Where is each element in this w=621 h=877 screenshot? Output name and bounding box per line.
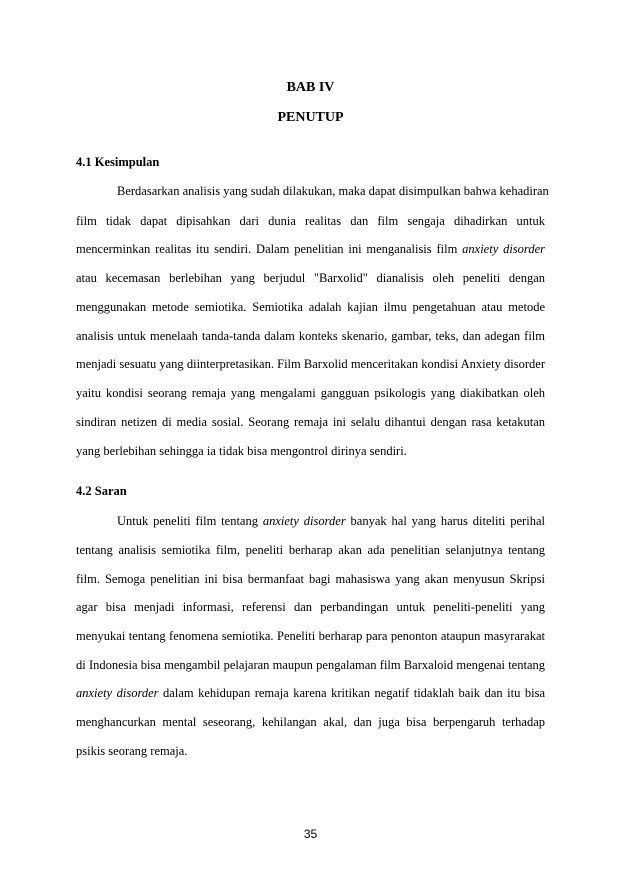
- paragraph-line: anxiety disorder dalam kehidupan remaja karena kritikan negatif tidaklah baik dan itu bisa: [76, 686, 546, 700]
- paragraph-line: Untuk peneliti film tentang anxiety disorder banyak hal yang harus diteliti perihal: [117, 514, 545, 528]
- chapter-number: BAB IV: [286, 80, 335, 95]
- paragraph-line: tentang analisis semiotika film, peneliti berharap akan ada penelitian selanjutnya tentang: [76, 543, 545, 557]
- paragraph-line: analisis untuk menelaah tanda-tanda dalam konteks skenario, gambar, teks, dan adegan film: [76, 329, 545, 343]
- paragraph-line: yang berlebihan sehingga ia tidak bisa mengontrol dirinya sendiri.: [76, 444, 407, 458]
- paragraph-line: sindiran netizen di media sosial. Seorang remaja ini selalu dihantui dengan rasa ketakutan: [76, 415, 545, 429]
- paragraph-line: film. Semoga penelitian ini bisa bermanfaat bagi mahasiswa yang akan menyusun Skripsi: [76, 572, 545, 586]
- paragraph-line: agar bisa menjadi informasi, referensi dan perbandingan untuk peneliti-peneliti yang: [76, 600, 545, 614]
- paragraph-line: mencerminkan realitas itu sendiri. Dalam penelitian ini menganalisis film anxiety disorder: [76, 242, 545, 256]
- paragraph-line: psikis seorang remaja.: [76, 744, 188, 758]
- paragraph-line: menjadi sesuatu yang diinterpretasikan. Film Barxolid menceritakan kondisi Anxiety disorder: [76, 357, 545, 371]
- section-heading-saran: 4.2 Saran: [76, 484, 127, 498]
- chapter-title: PENUTUP: [277, 110, 344, 125]
- paragraph-line: atau kecemasan berlebihan yang berjudul "Barxolid" dianalisis oleh peneliti dengan: [76, 271, 545, 285]
- paragraph-line: di Indonesia bisa mengambil pelajaran maupun pengalaman film Barxaloid mengenai tentang: [76, 658, 545, 672]
- paragraph-line: film tidak dapat dipisahkan dari dunia realitas dan film sengaja dihadirkan untuk: [76, 214, 545, 228]
- page-number: 35: [303, 827, 318, 841]
- section-heading-kesimpulan: 4.1 Kesimpulan: [76, 155, 160, 169]
- paragraph-line: yaitu kondisi seorang remaja yang mengalami gangguan psikologis yang diakibatkan oleh: [76, 386, 545, 400]
- paragraph-line: menggunakan metode semiotika. Semiotika adalah kajian ilmu pengetahuan atau metode: [76, 300, 545, 314]
- paragraph-line: menyukai tentang fenomena semiotika. Peneliti berharap para penonton ataupun masyrarakat: [76, 629, 545, 643]
- paragraph-line: Berdasarkan analisis yang sudah dilakukan, maka dapat disimpulkan bahwa kehadiran: [117, 184, 549, 198]
- paragraph-line: menghancurkan mental seseorang, kehilangan akal, dan juga bisa berpengaruh terhadap: [76, 715, 545, 729]
